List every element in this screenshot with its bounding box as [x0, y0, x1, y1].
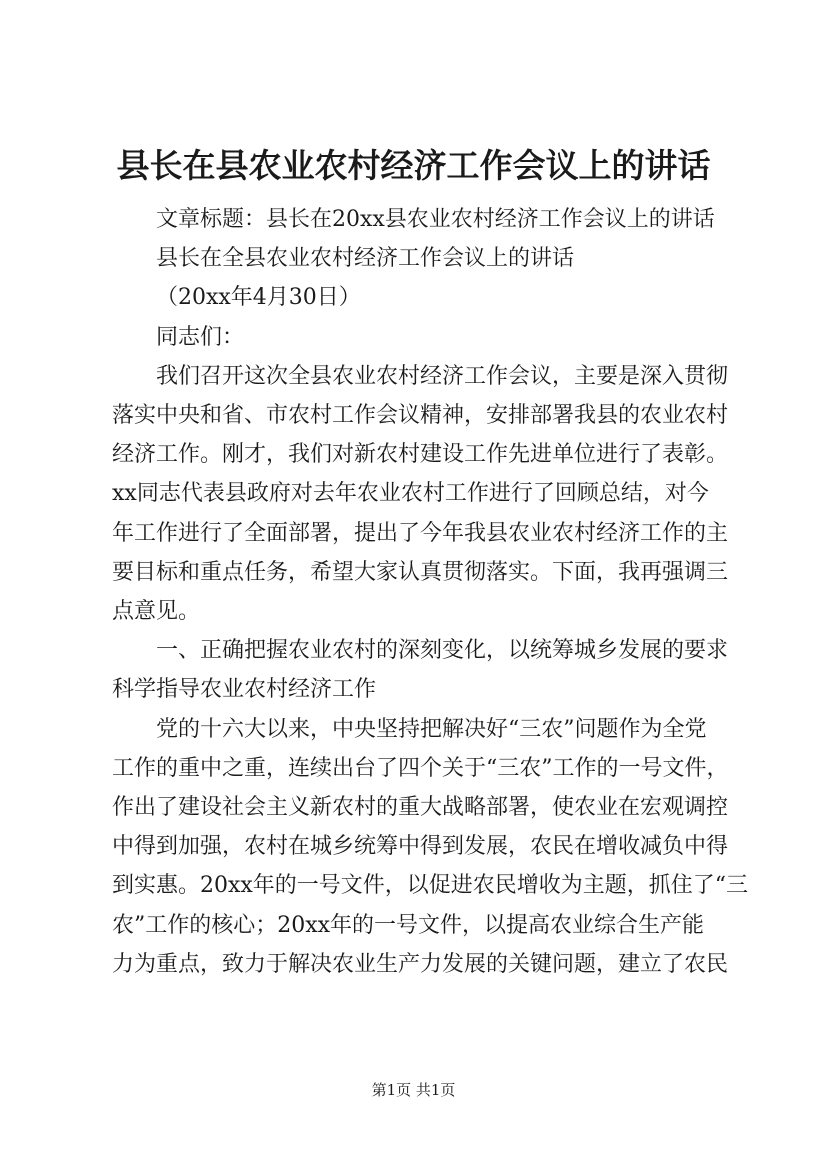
paragraph-line: 我们召开这次全县农业农村经济工作会议，主要是深入贯彻: [156, 363, 729, 389]
paragraph-line: 落实中央和省、市农村工作会议精神，安排部署我县的农业农村: [112, 403, 729, 429]
section-heading-line: 一、正确把握农业农村的深刻变化，以统筹城乡发展的要求: [156, 638, 729, 664]
date-line: （20xx年4月30日）: [156, 285, 361, 311]
document-body: [112, 200, 749, 984]
paragraph-line: 点意见。: [112, 599, 201, 625]
paragraph-line: 党的十六大以来，中央坚持把解决好“三农”问题作为全党: [156, 716, 707, 742]
paragraph-line: xx同志代表县政府对去年农业农村工作进行了回顾总结，对今: [112, 481, 709, 507]
paragraph-line: 经济工作。刚才，我们对新农村建设工作先进单位进行了表彰。: [112, 442, 729, 468]
paragraph-line: 工作的重中之重，连续出台了四个关于“三农”工作的一号文件，: [112, 755, 729, 781]
paragraph-line: 力为重点，致力于解决农业生产力发展的关键问题，建立了农民: [112, 951, 729, 977]
paragraph-line: 作出了建设社会主义新农村的重大战略部署，使农业在宏观调控: [112, 795, 729, 821]
document-title: 县长在县农业农村经济工作会议上的讲话: [116, 146, 711, 185]
subtitle-line: 县长在全县农业农村经济工作会议上的讲话: [156, 246, 575, 272]
salutation-line: 同志们：: [156, 324, 245, 350]
section-heading-line: 科学指导农业农村经济工作: [112, 677, 377, 703]
paragraph-line: 要目标和重点任务，希望大家认真贯彻落实。下面，我再强调三: [112, 559, 729, 585]
page-number-footer: 第1页 共1页: [371, 1081, 456, 1099]
article-title-line: 文章标题：县长在20xx县农业农村经济工作会议上的讲话: [156, 207, 715, 232]
paragraph-line: 农”工作的核心；20xx年的一号文件，以提高农业综合生产能: [112, 912, 705, 938]
paragraph-line: 到实惠。20xx年的一号文件，以促进农民增收为主题，抓住了“三: [112, 873, 749, 899]
paragraph-line: 中得到加强，农村在城乡统筹中得到发展，农民在增收减负中得: [112, 834, 729, 860]
paragraph-line: 年工作进行了全面部署，提出了今年我县农业农村经济工作的主: [112, 520, 729, 546]
